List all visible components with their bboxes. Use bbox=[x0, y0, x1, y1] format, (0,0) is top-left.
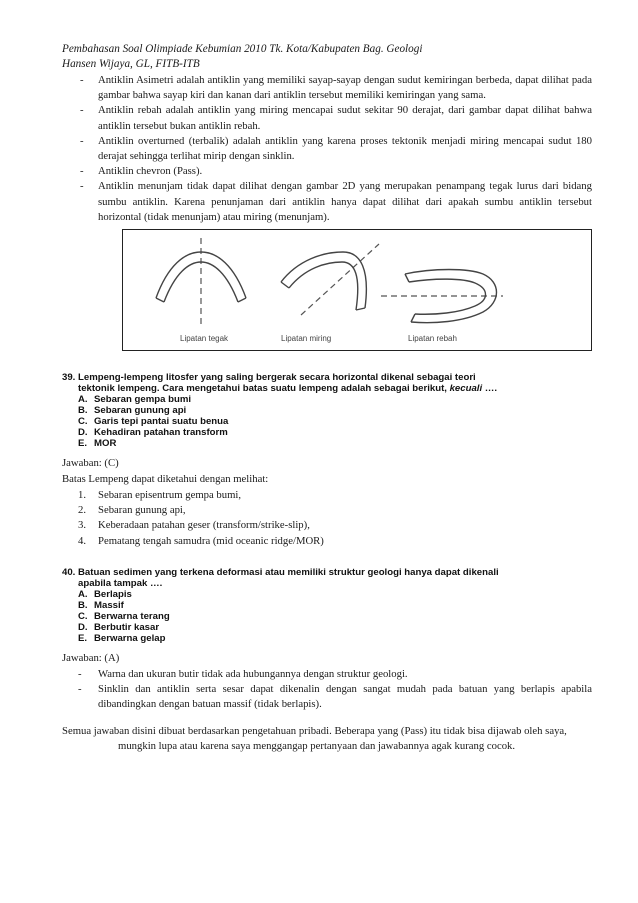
option-c: C. Berwarna terang bbox=[78, 611, 170, 622]
plate-boundary-list bbox=[62, 488, 324, 549]
recumbent-fold-drawing bbox=[381, 270, 503, 323]
header-author: Hansen Wijaya, GL, FITB-ITB bbox=[62, 58, 200, 70]
option-e: E. Berwarna gelap bbox=[78, 633, 166, 644]
label-recumbent-fold: Lipatan rebah bbox=[408, 334, 457, 343]
anticline-notes-list bbox=[62, 73, 592, 225]
list-item: - Antiklin menunjam tidak dapat dilihat dengan gambar 2D yang merupakan penampang tegak lurus dari bidang sumbu antiklin. Karena penunjaman dari antiklin hanya dapat dilihat dari apakah sumbu antiklin tersebut horizontal (tidak menunjam) atau miring (menunjam). bbox=[62, 179, 592, 225]
question-number: 40. bbox=[62, 567, 76, 578]
closing-note bbox=[62, 724, 592, 754]
list-item: - Antiklin Asimetri adalah antiklin yang memiliki sayap-sayap dengan sudut kemiringan berbeda, dapat dilihat pada gambar bahwa sayap kiri dan kanan dari antiklin tersebut memiliki kemiringan yang sama. bbox=[62, 73, 592, 103]
question-text-line2: tektonik lempeng. Cara mengetahui batas suatu lempeng adalah sebagai berikut, bbox=[78, 383, 450, 394]
page-header bbox=[62, 42, 422, 72]
inclined-fold-drawing bbox=[281, 244, 379, 315]
answer-40: Jawaban: (A) bbox=[62, 652, 120, 664]
answer-39: Jawaban: (C) bbox=[62, 457, 119, 469]
list-item: - Antiklin overturned (terbalik) adalah antiklin yang karena proses tektonik menjadi miring mencapai sudut 180 derajat sehingga terlihat mirip dengan sinklin. bbox=[62, 134, 592, 164]
option-c: C. Garis tepi pantai suatu benua bbox=[78, 416, 229, 427]
list-item: 3. Keberadaan patahan geser (transform/strike-slip), bbox=[78, 519, 310, 532]
option-d: D. Berbutir kasar bbox=[78, 622, 160, 633]
question-number: 39. bbox=[62, 372, 76, 383]
list-item: 4. Pematang tengah samudra (mid oceanic ridge/MOR) bbox=[78, 534, 324, 547]
list-item: - Antiklin chevron (Pass). bbox=[62, 164, 592, 179]
header-title: Pembahasan Soal Olimpiade Kebumian 2010 Tk. Kota/Kabupaten Bag. Geologi bbox=[62, 43, 423, 55]
option-b: B. Sebaran gunung api bbox=[78, 405, 187, 416]
option-a: A. Sebaran gempa bumi bbox=[78, 394, 192, 405]
upright-fold-drawing bbox=[156, 238, 246, 326]
answer-39-intro: Batas Lempeng dapat diketahui dengan melihat: bbox=[62, 473, 269, 485]
list-item: - Antiklin rebah adalah antiklin yang miring mencapai sudut sekitar 90 derajat, dari gambar dapat dilihat bahwa antiklin tersebut bukan antiklin rebah. bbox=[62, 103, 592, 133]
label-upright-fold: Lipatan tegak bbox=[180, 334, 229, 343]
question-ellipsis: …. bbox=[482, 383, 498, 394]
closing-line1: Semua jawaban disini dibuat berdasarkan pengetahuan pribadi. Beberapa yang (Pass) itu tidak bisa dijawab oleh saya, bbox=[62, 725, 567, 737]
question-text-line2: apabila tampak …. bbox=[78, 578, 163, 589]
list-item: 1. Sebaran episentrum gempa bumi, bbox=[78, 489, 242, 501]
answer-40-notes bbox=[62, 667, 592, 713]
option-d: D. Kehadiran patahan transform bbox=[78, 427, 228, 438]
option-b: B. Massif bbox=[78, 600, 124, 611]
question-text-line1: Lempeng-lempeng litosfer yang saling bergerak secara horizontal dikenal sebagai teori bbox=[78, 372, 476, 383]
option-a: A. Berlapis bbox=[78, 589, 132, 600]
list-item: - Warna dan ukuran butir tidak ada hubungannya dengan struktur geologi. bbox=[62, 667, 592, 682]
list-item: 2. Sebaran gunung api, bbox=[78, 504, 186, 517]
list-item: - Sinklin dan antiklin serta sesar dapat dikenalin dengan sangat mudah pada batuan yang berlapis apabila dibandingkan dengan batuan massif (tidak berlapis). bbox=[62, 682, 592, 712]
question-text-line1: Batuan sedimen yang terkena deformasi atau memiliki struktur geologi hanya dapat dikenali bbox=[78, 567, 499, 578]
question-39 bbox=[62, 372, 502, 449]
option-e: E. MOR bbox=[78, 438, 117, 449]
question-40 bbox=[62, 567, 502, 644]
fold-types-figure bbox=[122, 229, 592, 351]
closing-line2: mungkin lupa atau karena saya menggangap pertanyaan dan jawabannya agak kurang cocok. bbox=[118, 740, 516, 753]
question-keyword: kecuali bbox=[449, 383, 483, 394]
label-inclined-fold: Lipatan miring bbox=[281, 334, 332, 343]
